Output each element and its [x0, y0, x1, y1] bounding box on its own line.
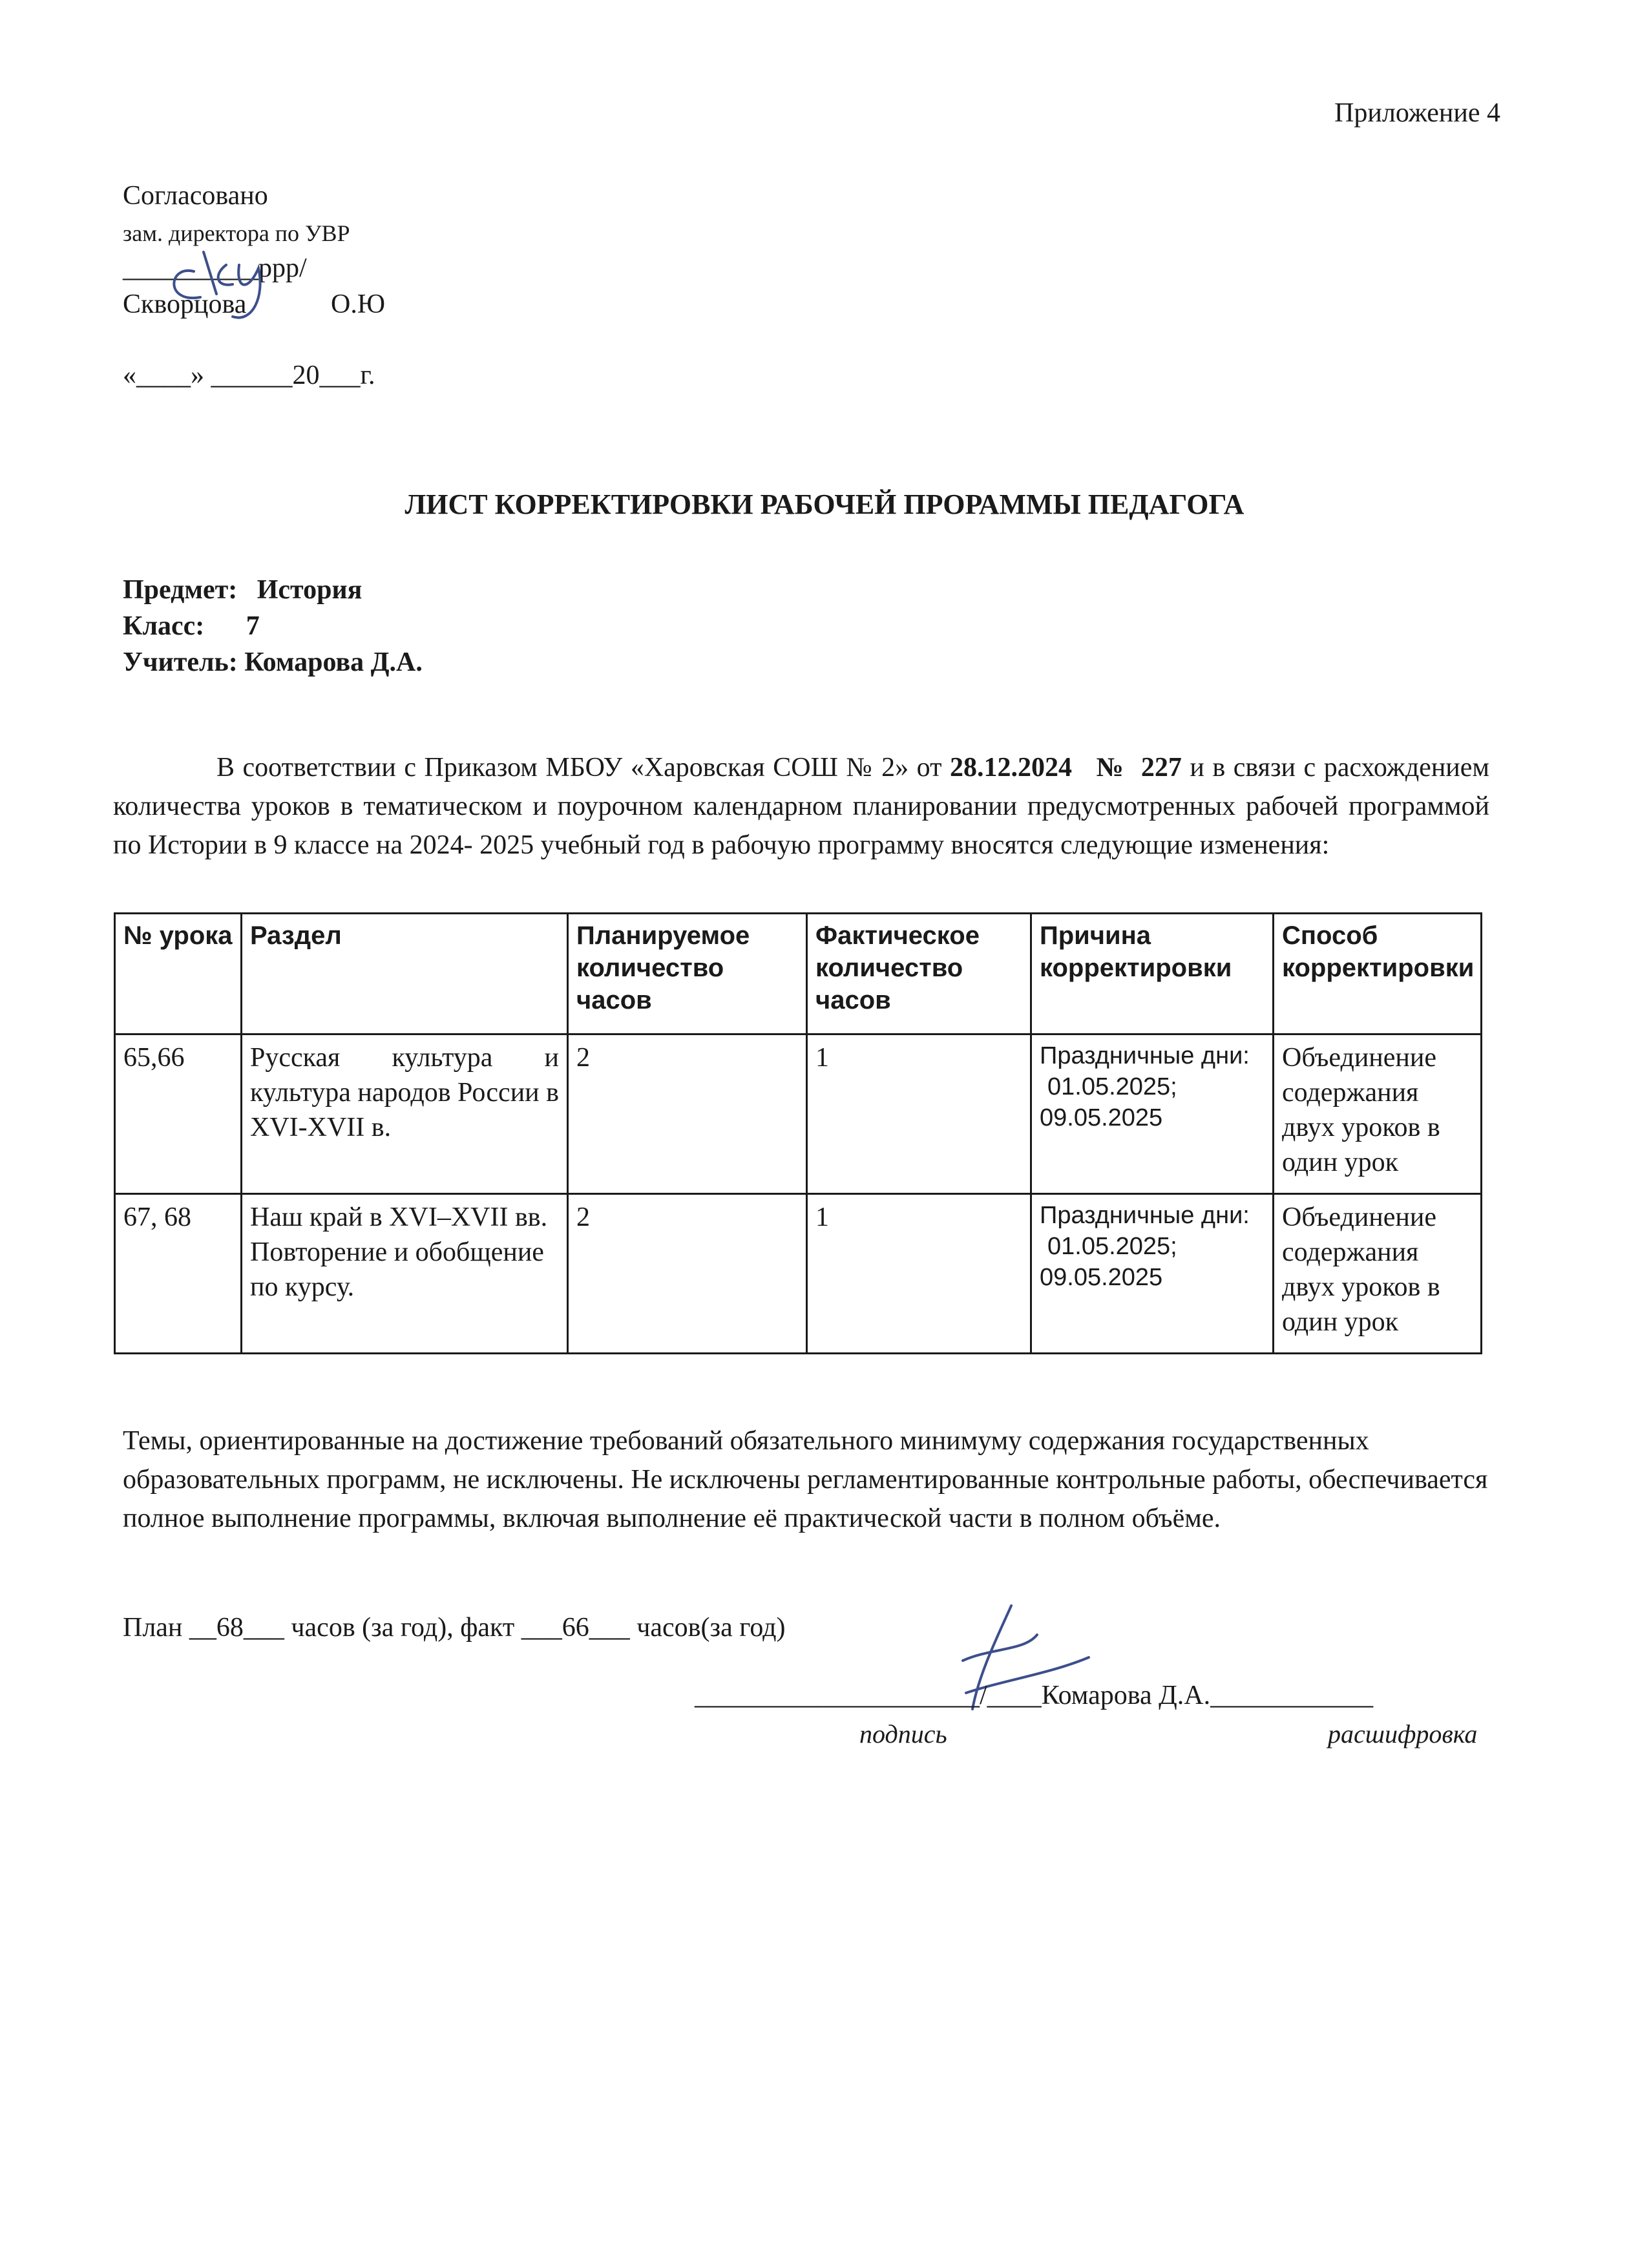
class-line — [123, 608, 260, 644]
class-label: Класс: — [123, 611, 205, 641]
teacher-label: Учитель: — [123, 647, 238, 677]
reason-date-1: 01.05.2025; — [1047, 1073, 1177, 1100]
header-section: Раздел — [242, 914, 568, 1034]
cell-reason — [1031, 1034, 1274, 1194]
header-actual-hours: Фактическое количество часов — [807, 914, 1031, 1034]
header-planned-hours: Планируемое количество часов — [568, 914, 807, 1034]
order-date: 28.12.2024 — [949, 753, 1072, 782]
signature-caption: подпись — [859, 1719, 947, 1748]
intro-paragraph — [113, 748, 1489, 865]
appendix-label: Приложение 4 — [1334, 98, 1500, 128]
intro-text-1: В соответствии с Приказом МБОУ «Харовская СОШ № 2» от — [216, 753, 950, 782]
subject-line — [123, 572, 362, 608]
approval-sign-line: __________ррр/ — [123, 253, 307, 283]
cell-planned-hours: 2 — [568, 1194, 807, 1354]
document-title: ЛИСТ КОРРЕКТИРОВКИ РАБОЧЕЙ ПРОРАММЫ ПЕДАГОГА — [404, 488, 1245, 520]
reason-label: Праздничные дни: — [1040, 1202, 1250, 1229]
approver-surname: Скворцова — [123, 289, 247, 319]
reason-date-1: 01.05.2025; — [1047, 1233, 1177, 1260]
class-value: 7 — [246, 611, 260, 641]
teacher-value: Комарова Д.А. — [244, 647, 423, 677]
cell-section: Наш край в XVI–XVII вв. Повторение и обобщение по курсу. — [242, 1194, 568, 1354]
subject-label: Предмет: — [123, 575, 238, 605]
cell-lesson-number: 67, 68 — [115, 1194, 242, 1354]
signature-line: _____________________/____Комарова Д.А.____________ — [695, 1681, 1374, 1710]
subject-value: История — [257, 575, 362, 605]
header-lesson-number: № урока — [115, 914, 242, 1034]
reason-label: Праздничные дни: — [1040, 1042, 1250, 1069]
teacher-line — [123, 644, 423, 680]
intro-text-2: и в связи с расхождением количества уроков в тематическом и поурочном календарном планировании предусмотренных рабочей программой по Истории в 9 классе на 2024- 2025 учебный год в рабочую программу вносятся следующие изменения: — [113, 753, 1490, 860]
position-label: зам. директора по УВР — [123, 220, 350, 246]
approver-signature — [155, 226, 310, 323]
cell-planned-hours: 2 — [568, 1034, 807, 1194]
topics-paragraph: Темы, ориентированные на достижение требований обязательного минимуму содержания государственных образовательных программ, не исключены. Не исключены регламентированные контрольные работы, обеспечивается полное выполнение программы, включая выполнение её практической части в полном объёме. — [123, 1426, 1488, 1533]
cell-lesson-number: 65,66 — [115, 1034, 242, 1194]
cell-method: Объединение содержания двух уроков в один урок — [1274, 1034, 1482, 1194]
plan-fact-line: План __68___ часов (за год), факт ___66___ часов(за год) — [123, 1613, 786, 1643]
cell-actual-hours: 1 — [807, 1034, 1031, 1194]
header-method: Способ корректировки — [1274, 914, 1482, 1034]
agreed-label: Согласовано — [123, 181, 268, 211]
order-number: 227 — [1140, 753, 1182, 782]
reason-date-2: 09.05.2025 — [1040, 1264, 1163, 1291]
cell-method: Объединение содержания двух уроков в один урок — [1274, 1194, 1482, 1354]
approval-date-line: «____» ______20___г. — [123, 361, 375, 390]
cell-section: Русская культура и культура народов России в XVI-XVII в. — [242, 1034, 568, 1194]
table-header-row — [115, 914, 1482, 1034]
approver-initials: О.Ю — [331, 289, 385, 319]
header-reason: Причина корректировки — [1031, 914, 1274, 1034]
cell-reason — [1031, 1194, 1274, 1354]
reason-date-2: 09.05.2025 — [1040, 1104, 1163, 1131]
table-row — [115, 1194, 1482, 1354]
order-number-sign: № — [1096, 753, 1125, 782]
correction-table — [114, 912, 1482, 1354]
decoding-caption: расшифровка — [1328, 1719, 1478, 1748]
table-row — [115, 1034, 1482, 1194]
cell-actual-hours: 1 — [807, 1194, 1031, 1354]
